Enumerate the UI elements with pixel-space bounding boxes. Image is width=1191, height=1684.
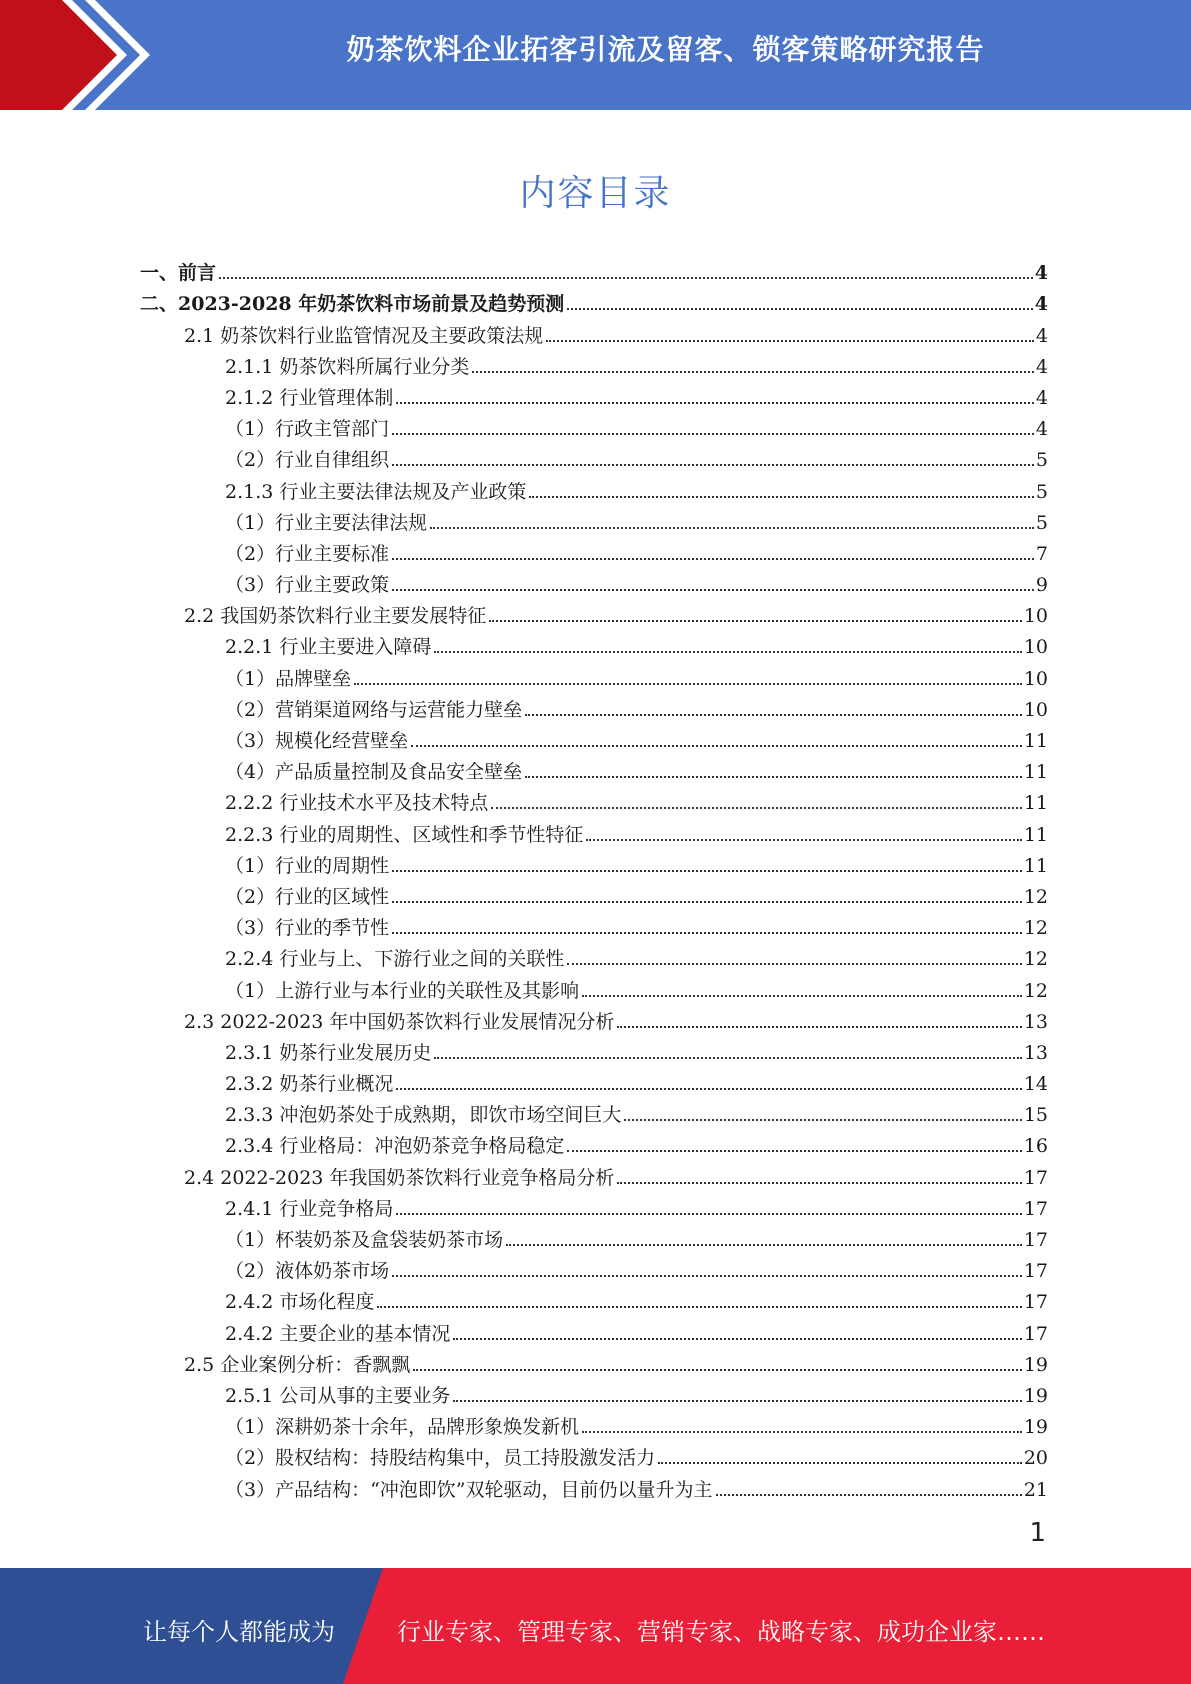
toc-entry-title: 2.3.1 奶茶行业发展历史: [225, 1041, 432, 1064]
toc-heading: 内容目录: [519, 173, 672, 214]
toc-entry[interactable]: [140, 1407, 1048, 1438]
toc-dot-leader: [434, 651, 1021, 653]
toc-entry[interactable]: [140, 814, 1048, 845]
toc-entry-page: 4: [1035, 324, 1048, 347]
footer-bar: [0, 1568, 1191, 1684]
toc-entry[interactable]: [140, 690, 1048, 721]
toc-entry-page: 17: [1023, 1291, 1048, 1314]
toc-entry-page: 20: [1023, 1447, 1048, 1470]
page-number: 1: [1029, 1518, 1046, 1548]
toc-dot-leader: [716, 1494, 1022, 1496]
toc-entry[interactable]: [140, 1095, 1048, 1126]
toc-entry-page: 15: [1023, 1104, 1048, 1127]
toc-entry-title: 2.1.3 行业主要法律法规及产业政策: [225, 480, 527, 503]
toc-entry[interactable]: [140, 1251, 1048, 1282]
toc-entry-page: 12: [1023, 979, 1048, 1002]
toc-entry-page: 9: [1035, 574, 1048, 597]
toc-entry-title: （1）品牌壁垒: [225, 667, 352, 690]
toc-entry-title: 2.2.1 行业主要进入障碍: [225, 636, 432, 659]
toc-entry-page: 11: [1023, 792, 1048, 815]
toc-entry-page: 11: [1023, 730, 1048, 752]
toc-entry[interactable]: [140, 440, 1048, 471]
toc-entry[interactable]: [140, 503, 1048, 534]
toc-entry-title: 2.4.2 市场化程度: [225, 1291, 375, 1314]
toc-dot-leader: [392, 464, 1034, 466]
toc-entry[interactable]: [140, 658, 1048, 689]
toc-dot-leader: [430, 527, 1034, 529]
toc-entry[interactable]: [140, 1126, 1048, 1157]
toc-entry-page: 11: [1023, 854, 1048, 877]
toc-entry-page: 17: [1023, 1260, 1048, 1283]
toc-entry-page: 12: [1023, 917, 1048, 940]
toc-dot-leader: [582, 1431, 1022, 1433]
toc-entry-title: （3）行业主要政策: [225, 574, 390, 597]
toc-dot-leader: [658, 1462, 1022, 1464]
footer-slogan-right: 行业专家、管理专家、营销专家、战略专家、成功企业家……: [397, 1618, 1045, 1646]
toc-entry-page: 7: [1035, 542, 1048, 565]
toc-entry[interactable]: [140, 627, 1048, 658]
toc-dot-leader: [506, 1244, 1022, 1246]
toc-entry-title: （1）行业主要法律法规: [225, 511, 428, 534]
toc-entry-page: 10: [1023, 667, 1048, 690]
toc-entry-page: 14: [1023, 1073, 1048, 1096]
toc-entry[interactable]: [140, 1313, 1048, 1344]
toc-entry[interactable]: [140, 1064, 1048, 1095]
toc-dot-leader: [617, 1182, 1021, 1184]
toc-entry-title: 2.2.4 行业与上、下游行业之间的关联性: [225, 948, 565, 971]
toc-dot-leader: [392, 870, 1022, 872]
toc-dot-leader: [392, 932, 1022, 934]
toc-entry[interactable]: [140, 565, 1048, 596]
toc-entry[interactable]: [140, 1033, 1048, 1064]
toc-entry-page: 13: [1023, 1010, 1048, 1033]
toc-entry-page: 5: [1035, 480, 1048, 503]
toc-entry[interactable]: [140, 939, 1048, 970]
toc-dot-leader: [525, 776, 1022, 778]
toc-entry[interactable]: [140, 1282, 1048, 1313]
toc-entry-page: 4: [1034, 262, 1048, 285]
toc-entry-title: 2.3.2 奶茶行业概况: [225, 1073, 394, 1096]
toc-entry-title: 2.4.1 行业竞争格局: [225, 1197, 394, 1220]
toc-entry-page: 4: [1034, 293, 1048, 316]
toc-dot-leader: [396, 1213, 1021, 1215]
toc-entry-page: 17: [1023, 1229, 1048, 1251]
toc-entry[interactable]: [140, 378, 1048, 409]
toc-entry-title: （3）产品结构：“冲泡即饮”双轮驱动，目前仍以量升为主: [225, 1478, 713, 1501]
toc-entry-page: 5: [1035, 511, 1048, 534]
toc-entry-title: 2.5.1 公司从事的主要业务: [225, 1384, 451, 1407]
toc-entry-page: 10: [1023, 698, 1048, 721]
toc-entry-title: 2.3.3 冲泡奶茶处于成熟期，即饮市场空间巨大: [225, 1104, 622, 1127]
toc-entry-title: 2.2.3 行业的周期性、区域性和季节性特征: [225, 823, 584, 846]
toc-entry-page: 19: [1023, 1416, 1048, 1439]
toc-entry-title: （1）深耕奶茶十余年，品牌形象焕发新机: [225, 1416, 580, 1439]
toc-entry-page: 17: [1023, 1197, 1048, 1220]
toc-entry[interactable]: [140, 253, 1048, 284]
toc-dot-leader: [491, 807, 1021, 809]
toc-dot-leader: [472, 371, 1034, 373]
toc-entry-title: 2.4.2 主要企业的基本情况: [225, 1322, 451, 1345]
toc-entry[interactable]: [140, 284, 1048, 315]
toc-entry[interactable]: [140, 1220, 1048, 1251]
toc-entry-page: 4: [1035, 355, 1048, 378]
header-bar: [0, 0, 1191, 110]
toc-entry-title: （4）产品质量控制及食品安全壁垒: [225, 761, 523, 784]
report-title: 奶茶饮料企业拓客引流及留客、锁客策略研究报告: [346, 33, 985, 66]
toc-entry[interactable]: [140, 752, 1048, 783]
toc-entry-title: 一、前言: [140, 262, 217, 285]
toc-entry[interactable]: [140, 970, 1048, 1001]
toc-entry-page: 13: [1023, 1041, 1048, 1064]
toc-dot-leader: [546, 340, 1034, 342]
toc-entry-title: 2.3.4 行业格局：冲泡奶茶竞争格局稳定: [225, 1135, 565, 1158]
toc-dot-leader: [567, 308, 1033, 310]
toc-entry-title: （2）股权结构：持股结构集中，员工持股激发活力: [225, 1447, 656, 1470]
toc-entry-page: 4: [1035, 386, 1048, 409]
toc-entry-page: 11: [1023, 761, 1048, 784]
toc-entry-title: 二、2023-2028 年奶茶饮料市场前景及趋势预测: [140, 293, 565, 316]
toc-entry[interactable]: [140, 1189, 1048, 1220]
toc-entry[interactable]: [140, 1438, 1048, 1469]
toc-dot-leader: [413, 1369, 1022, 1371]
toc-dot-leader: [582, 995, 1022, 997]
toc-entry-title: 2.2 我国奶茶饮料行业主要发展特征: [184, 605, 487, 628]
toc-entry[interactable]: [140, 846, 1048, 877]
footer-slogan-left: 让每个人都能成为: [143, 1618, 335, 1646]
toc-dot-leader: [392, 1275, 1022, 1277]
toc-dot-leader: [453, 1338, 1021, 1340]
toc-entry[interactable]: [140, 877, 1048, 908]
toc-dot-leader: [392, 901, 1022, 903]
toc-entry-page: 17: [1023, 1166, 1048, 1189]
toc-entry-page: 19: [1023, 1384, 1048, 1407]
toc-entry[interactable]: [140, 1002, 1048, 1033]
toc-entry-title: （1）杯装奶茶及盒袋装奶茶市场: [225, 1229, 504, 1251]
toc-entry-page: 19: [1023, 1353, 1048, 1376]
toc-entry[interactable]: [140, 908, 1048, 939]
toc-entry-page: 11: [1023, 823, 1048, 846]
toc-dot-leader: [392, 558, 1034, 560]
toc-entry-page: 4: [1035, 418, 1048, 441]
toc-entry-page: 21: [1023, 1478, 1048, 1501]
toc-entry-title: （1）行政主管部门: [225, 418, 390, 441]
toc-dot-leader: [354, 683, 1022, 685]
toc-entry-title: （1）行业的周期性: [225, 854, 390, 877]
toc-entry[interactable]: [140, 1376, 1048, 1407]
toc-entry[interactable]: [140, 721, 1048, 752]
toc-entry-title: （2）行业自律组织: [225, 449, 390, 472]
header-arrow-graphic: [0, 0, 160, 110]
toc-entry[interactable]: [140, 534, 1048, 565]
toc-dot-leader: [396, 402, 1034, 404]
toc-dot-leader: [624, 1119, 1021, 1121]
toc-dot-leader: [529, 496, 1034, 498]
toc-entry-page: 5: [1035, 449, 1048, 472]
toc-entry[interactable]: [140, 1345, 1048, 1376]
toc-entry[interactable]: [140, 1157, 1048, 1188]
toc-entry-page: 12: [1023, 885, 1048, 908]
toc-dot-leader: [411, 745, 1022, 747]
toc-entry-title: 2.4 2022-2023 年我国奶茶饮料行业竞争格局分析: [184, 1166, 615, 1189]
toc-dot-leader: [567, 963, 1021, 965]
toc-entry[interactable]: [140, 1469, 1048, 1500]
toc-entry-title: （3）行业的季节性: [225, 917, 390, 940]
toc-dot-leader: [453, 1400, 1021, 1402]
toc-dot-leader: [396, 1088, 1021, 1090]
toc-entry[interactable]: [140, 596, 1048, 627]
toc-dot-leader: [617, 1026, 1021, 1028]
toc-entry[interactable]: [140, 315, 1048, 346]
toc-entry-title: （3）规模化经营壁垒: [225, 730, 409, 752]
toc-dot-leader: [392, 589, 1034, 591]
toc-dot-leader: [219, 277, 1033, 279]
toc-entry-page: 10: [1023, 605, 1048, 628]
toc-dot-leader: [377, 1306, 1021, 1308]
toc-entry[interactable]: [140, 783, 1048, 814]
toc-entry-page: 12: [1023, 948, 1048, 971]
toc-entry[interactable]: [140, 409, 1048, 440]
toc-entry[interactable]: [140, 347, 1048, 378]
toc-dot-leader: [392, 433, 1034, 435]
toc-dot-leader: [525, 714, 1022, 716]
toc-entry-title: （2）营销渠道网络与运营能力壁垒: [225, 698, 523, 721]
toc-entry-page: 16: [1023, 1135, 1048, 1158]
toc-entry-title: 2.1 奶茶饮料行业监管情况及主要政策法规: [184, 324, 544, 347]
toc-entry-page: 10: [1023, 636, 1048, 659]
toc-entry-page: 17: [1023, 1322, 1048, 1345]
toc-dot-leader: [434, 1057, 1021, 1059]
toc-dot-leader: [489, 620, 1022, 622]
toc-entry-title: 2.5 企业案例分析：香飘飘: [184, 1353, 411, 1376]
toc-dot-leader: [567, 1150, 1021, 1152]
toc-entry[interactable]: [140, 471, 1048, 502]
toc-entry-title: 2.2.2 行业技术水平及技术特点: [225, 792, 489, 815]
toc-entry-title: （2）液体奶茶市场: [225, 1260, 390, 1283]
toc-entry-title: （1）上游行业与本行业的关联性及其影响: [225, 979, 580, 1002]
toc-entry-title: 2.1.1 奶茶饮料所属行业分类: [225, 355, 470, 378]
toc-entry-title: 2.3 2022-2023 年中国奶茶饮料行业发展情况分析: [184, 1010, 615, 1033]
table-of-contents: [140, 253, 1048, 1501]
toc-dot-leader: [586, 839, 1021, 841]
toc-entry-title: 2.1.2 行业管理体制: [225, 386, 394, 409]
toc-entry-title: （2）行业的区域性: [225, 885, 390, 908]
toc-entry-title: （2）行业主要标准: [225, 542, 390, 565]
